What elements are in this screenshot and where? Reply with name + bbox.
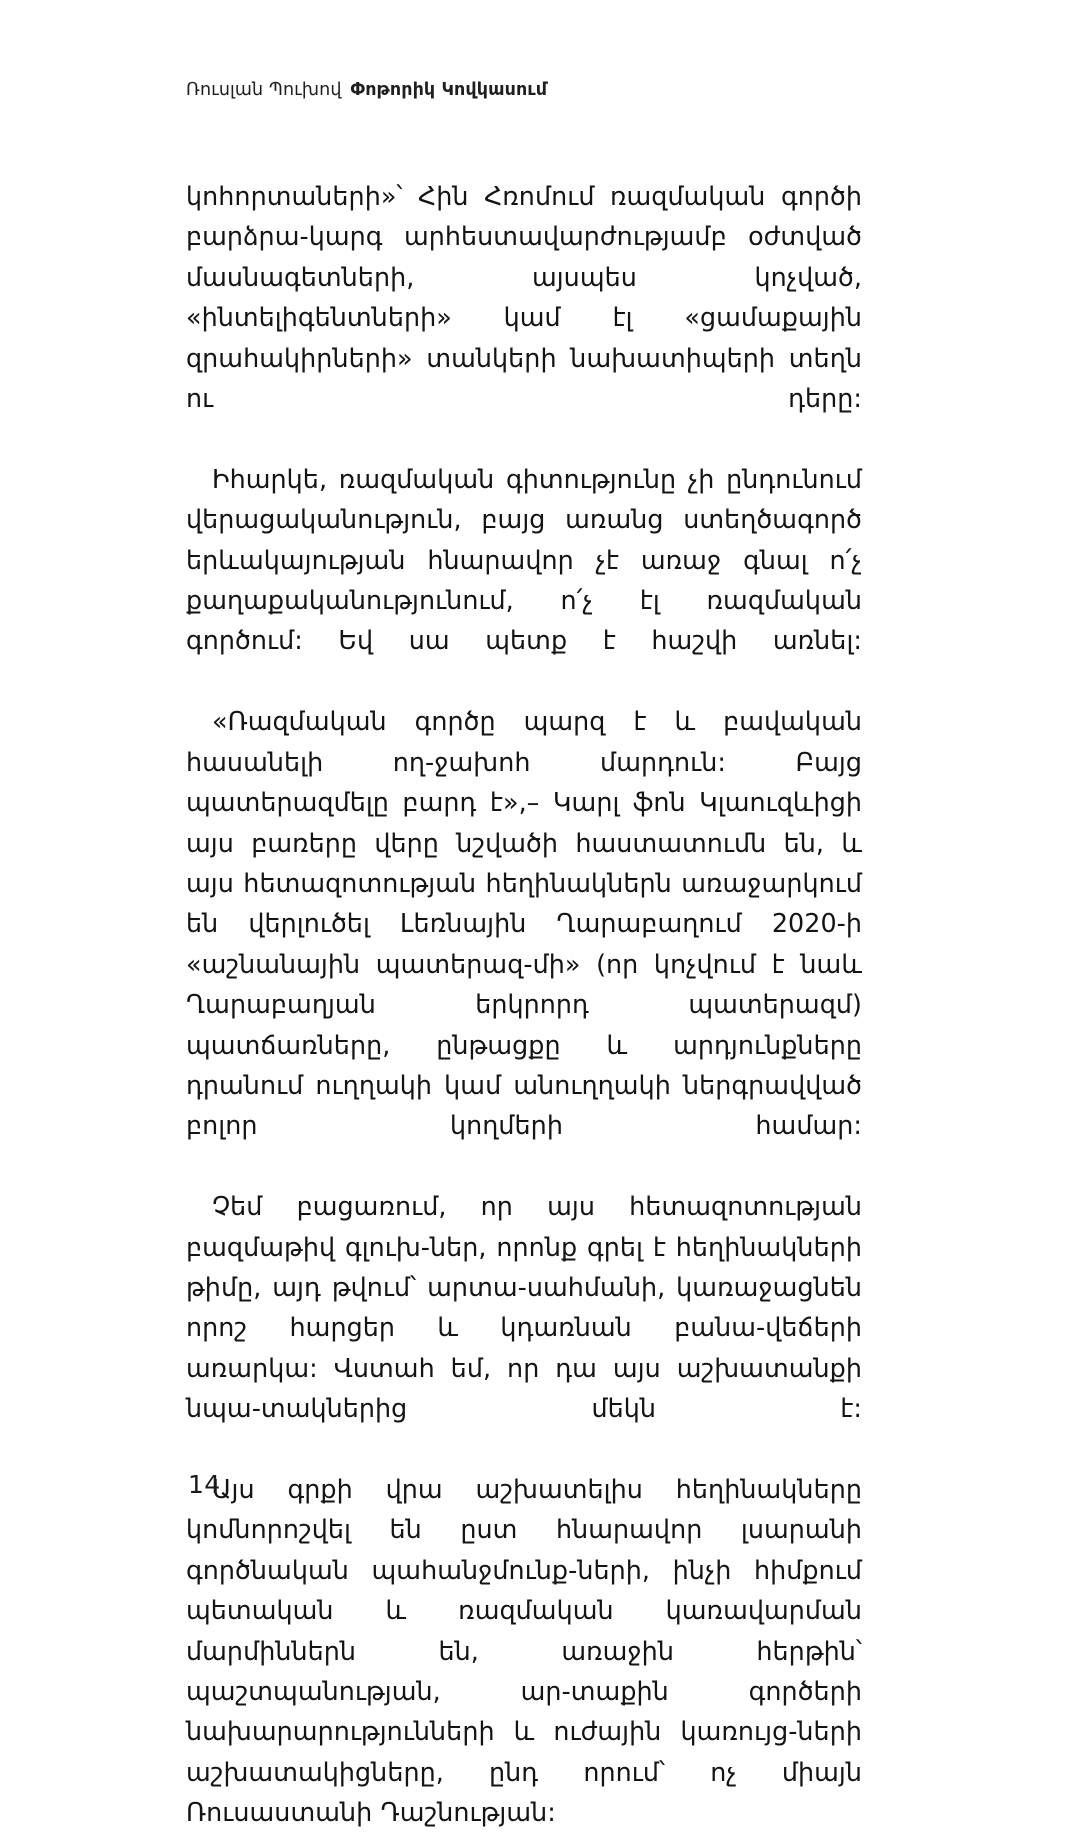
paragraph-4: Չեմ բացառում, որ այս հետազոտության բազմաթիվ գլուխ-ներ, որոնք գրել է հեղինակների թիմը, այդ թվում՝ արտա-սահմանի, կառաջացնեն որոշ հարցեր և կդառնան բանա-վեճերի առարկա: Վստահ եմ, որ դա այս աշխատանքի նպա-տակներից մեկն է: — [186, 1191, 862, 1424]
paragraph-2: Իհարկե, ռազմական գիտությունը չի ընդունում վերացականություն, բայց առանց ստեղծագործ երևակայության հնարավոր չէ առաջ գնալ ո՛չ քաղաքականությունում, ո՛չ էլ ռազմական գործում: Եվ սա պետք է հաշվի առնել: — [186, 463, 862, 656]
running-header — [186, 80, 906, 101]
running-header-author: Ռուսլան Պուխով — [186, 80, 342, 100]
paragraph-quote-clausewitz: «Ռազմական գործը պարզ է և բավական հասանելի ող-ջախոհ մարդուն: Բայց պատերազմելը բարդ է»,– Կարլ ֆոն Կլաուզևիցի այս բառերը վերը նշվածի հաստատումն են, և այս հետազոտության հեղինակներն առաջարկում են վերլուծել Լեռնային Ղարաբաղում 2020-ի «աշնանային պատերազ-մի» (որ կոչվում է նաև Ղարաբաղյան երկրորդ պատերազմ) պատճառները, ընթացքը և արդյունքները դրանում ուղղակի կամ անուղղակի ներգրավված բոլոր կողմերի համար: — [186, 706, 862, 1141]
running-header-title: Փոթորիկ Կովկասում — [350, 80, 548, 100]
page-number: 14 — [188, 1470, 221, 1499]
paragraph-continuation: կոհորտաների»՝ Հին Հռոմում ռազմական գործի բարձրա-կարգ արհեստավարժությամբ օժտված մասնագետների, այսպես կոչված, «ինտելիգենտների» կամ էլ «ցամաքային զրահակիրների» տանկերի նախատիպերի տեղն ու դերը: — [186, 181, 862, 414]
body-text-block — [186, 176, 862, 1833]
paragraph-5: Այս գրքի վրա աշխատելիս հեղինակները կոմնորոշվել են ըստ հնարավոր լսարանի գործնական պահանջմունք-ների, ինչի հիմքում պետական և ռազմական կառավարման մարմիններն են, առաջին հերթին՝ պաշտպանության, ար-տաքին գործերի նախարարությունների և ուժային կառույց-ների աշխատակիցները, ընդ որում՝ ոչ միայն Ռուսաստանի Դաշնության: — [186, 1474, 862, 1828]
